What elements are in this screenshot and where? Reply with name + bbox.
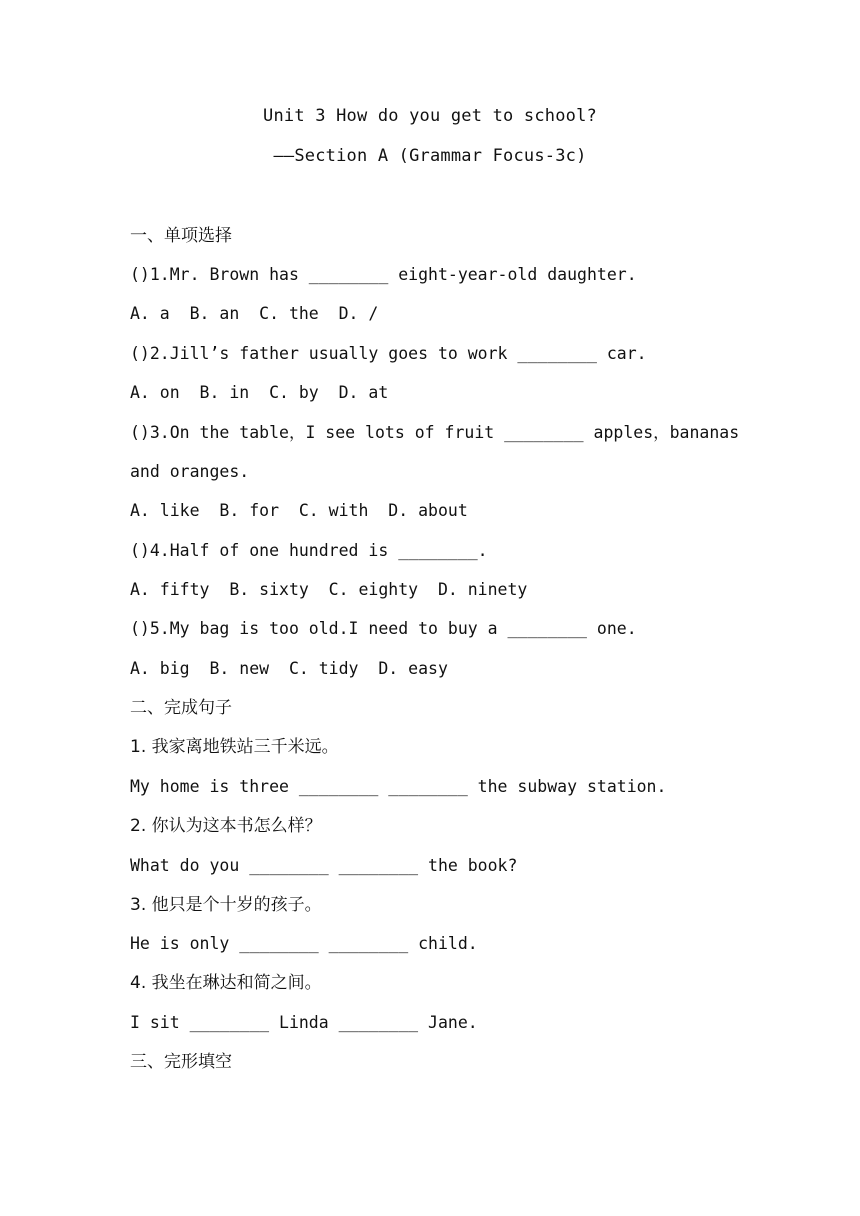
question-2-stem: ()2.Jill’s father usually goes to work ________ car.	[130, 344, 647, 363]
section-heading-cloze: 三、完形填空	[130, 1052, 232, 1072]
page-title: Unit 3 How do you get to school?	[263, 106, 597, 126]
question-4-stem: ()4.Half of one hundred is ________.	[130, 541, 488, 560]
section-heading-single-choice: 一、单项选择	[130, 226, 232, 246]
question-1-options: A. a B. an C. the D. /	[130, 304, 379, 323]
question-3-options: A. like B. for C. with D. about	[130, 501, 468, 520]
sentence-4-answer: I sit ________ Linda ________ Jane.	[130, 1013, 478, 1032]
sentence-2-prompt: 2. 你认为这本书怎么样？	[130, 816, 322, 836]
sentence-4-prompt: 4. 我坐在琳达和简之间。	[130, 973, 322, 993]
page-subtitle: ——Section A (Grammar Focus-3c)	[273, 146, 587, 166]
sentence-1-answer: My home is three ________ ________ the subway station.	[130, 777, 667, 796]
question-3-stem: ()3.On the table，I see lots of fruit ________ apples，bananas	[130, 423, 740, 442]
question-1-stem: ()1.Mr. Brown has ________ eight-year-old daughter.	[130, 265, 637, 284]
sentence-1-prompt: 1. 我家离地铁站三千米远。	[130, 737, 339, 757]
sentence-2-answer: What do you ________ ________ the book?	[130, 856, 518, 875]
section-heading-complete-sentences: 二、完成句子	[130, 698, 232, 718]
question-4-options: A. fifty B. sixty C. eighty D. ninety	[130, 580, 528, 599]
sentence-3-prompt: 3. 他只是个十岁的孩子。	[130, 895, 322, 915]
question-5-options: A. big B. new C. tidy D. easy	[130, 659, 448, 678]
question-3-stem-continued: and oranges.	[130, 462, 250, 481]
sentence-3-answer: He is only ________ ________ child.	[130, 934, 478, 953]
question-5-stem: ()5.My bag is too old.I need to buy a ________ one.	[130, 619, 637, 638]
question-2-options: A. on B. in C. by D. at	[130, 383, 389, 402]
